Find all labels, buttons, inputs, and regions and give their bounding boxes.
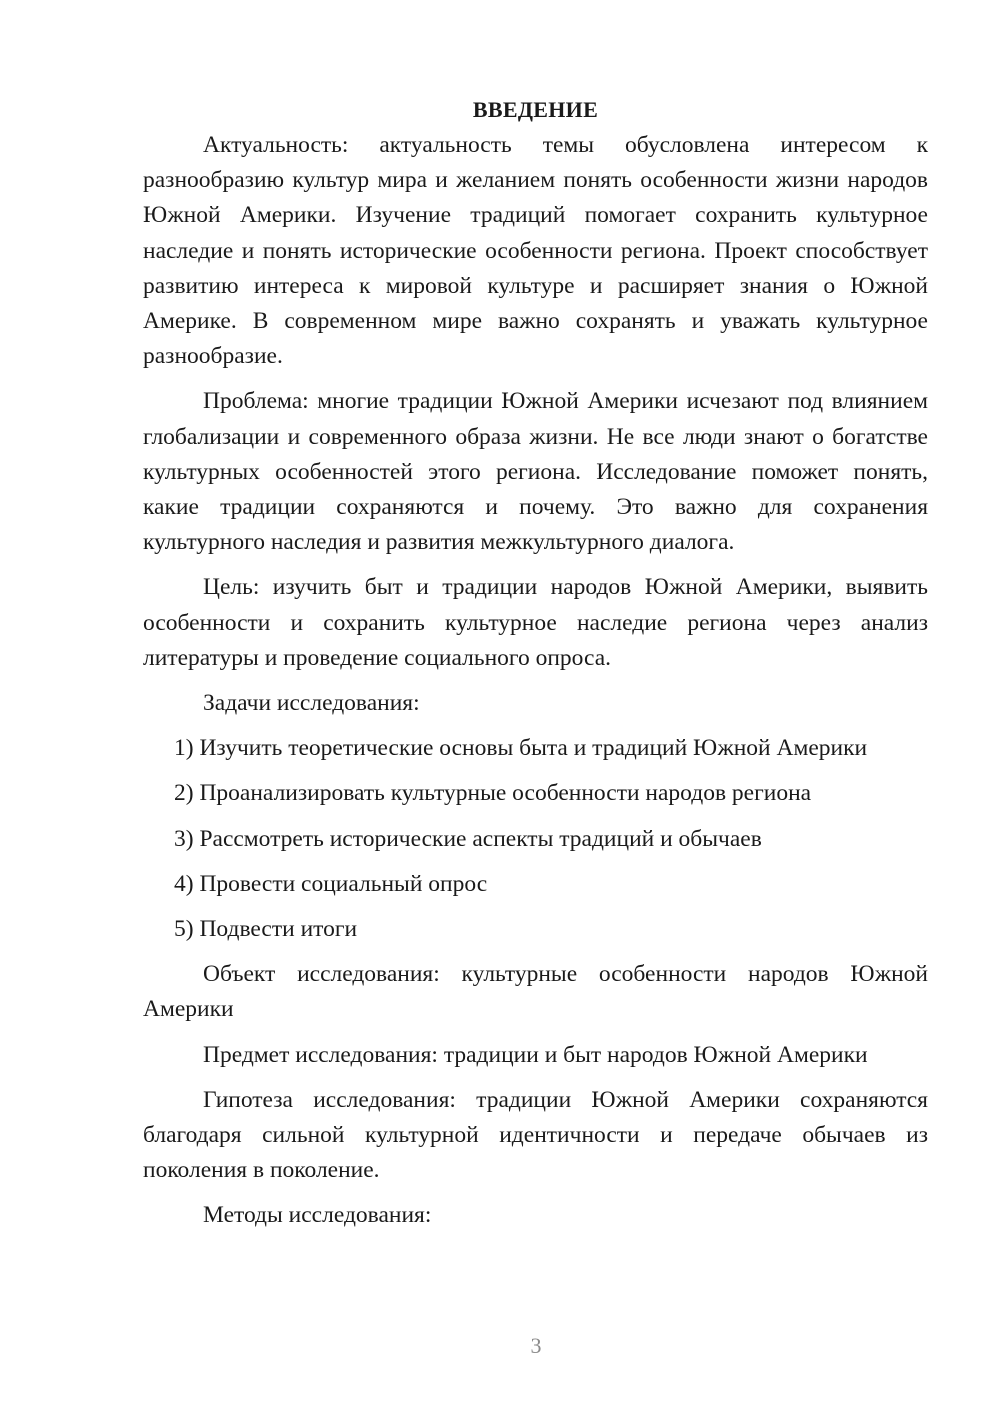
page-number: 3 (530, 1333, 542, 1358)
hypothesis-paragraph: Гипотеза исследования: традиции Южной Америки сохраняются благодаря сильной культурной идентичности и передаче обычаев из поколения в поколение. (143, 1086, 928, 1184)
methods-heading: Методы исследования: (203, 1202, 432, 1229)
task-item: 1) Изучить теоретические основы быта и традиций Южной Америки (174, 735, 868, 762)
section-title: ВВЕДЕНИЕ (472, 97, 599, 122)
task-item: 2) Проанализировать культурные особенности народов региона (174, 780, 812, 807)
task-item: 4) Провести социальный опрос (174, 870, 488, 897)
relevance-paragraph: Актуальность: актуальность темы обусловлена интересом к разнообразию культур мира и желанием понять особенности жизни народов Южной Америки. Изучение традиций помогает сохранить культурное наследие и понять исторические особенности региона. Проект способствует развитию интереса к мировой культуре и расширяет знания о Южной Америке. В современном мире важно сохранять и уважать культурное разнообразие. (143, 132, 928, 370)
problem-paragraph: Проблема: многие традиции Южной Америки исчезают под влиянием глобализации и современного образа жизни. Не все люди знают о богатстве культурных особенностей этого региона. Исследование поможет понять, какие традиции сохраняются и почему. Это важно для сохранения культурного наследия и развития межкультурного диалога. (143, 388, 928, 556)
goal-paragraph: Цель: изучить быт и традиции народов Южной Америки, выявить особенности и сохранить культурное наследие региона через анализ литературы и проведение социального опроса. (143, 574, 928, 671)
tasks-list (143, 731, 928, 947)
task-item: 5) Подвести итоги (174, 916, 358, 943)
subject-paragraph: Предмет исследования: традиции и быт народов Южной Америки (203, 1041, 868, 1068)
tasks-heading: Задачи исследования: (203, 690, 420, 717)
document-page (143, 92, 928, 1234)
object-paragraph: Объект исследования: культурные особенности народов Южной Америки (143, 961, 928, 1023)
task-item: 3) Рассмотреть исторические аспекты традиций и обычаев (174, 825, 762, 852)
